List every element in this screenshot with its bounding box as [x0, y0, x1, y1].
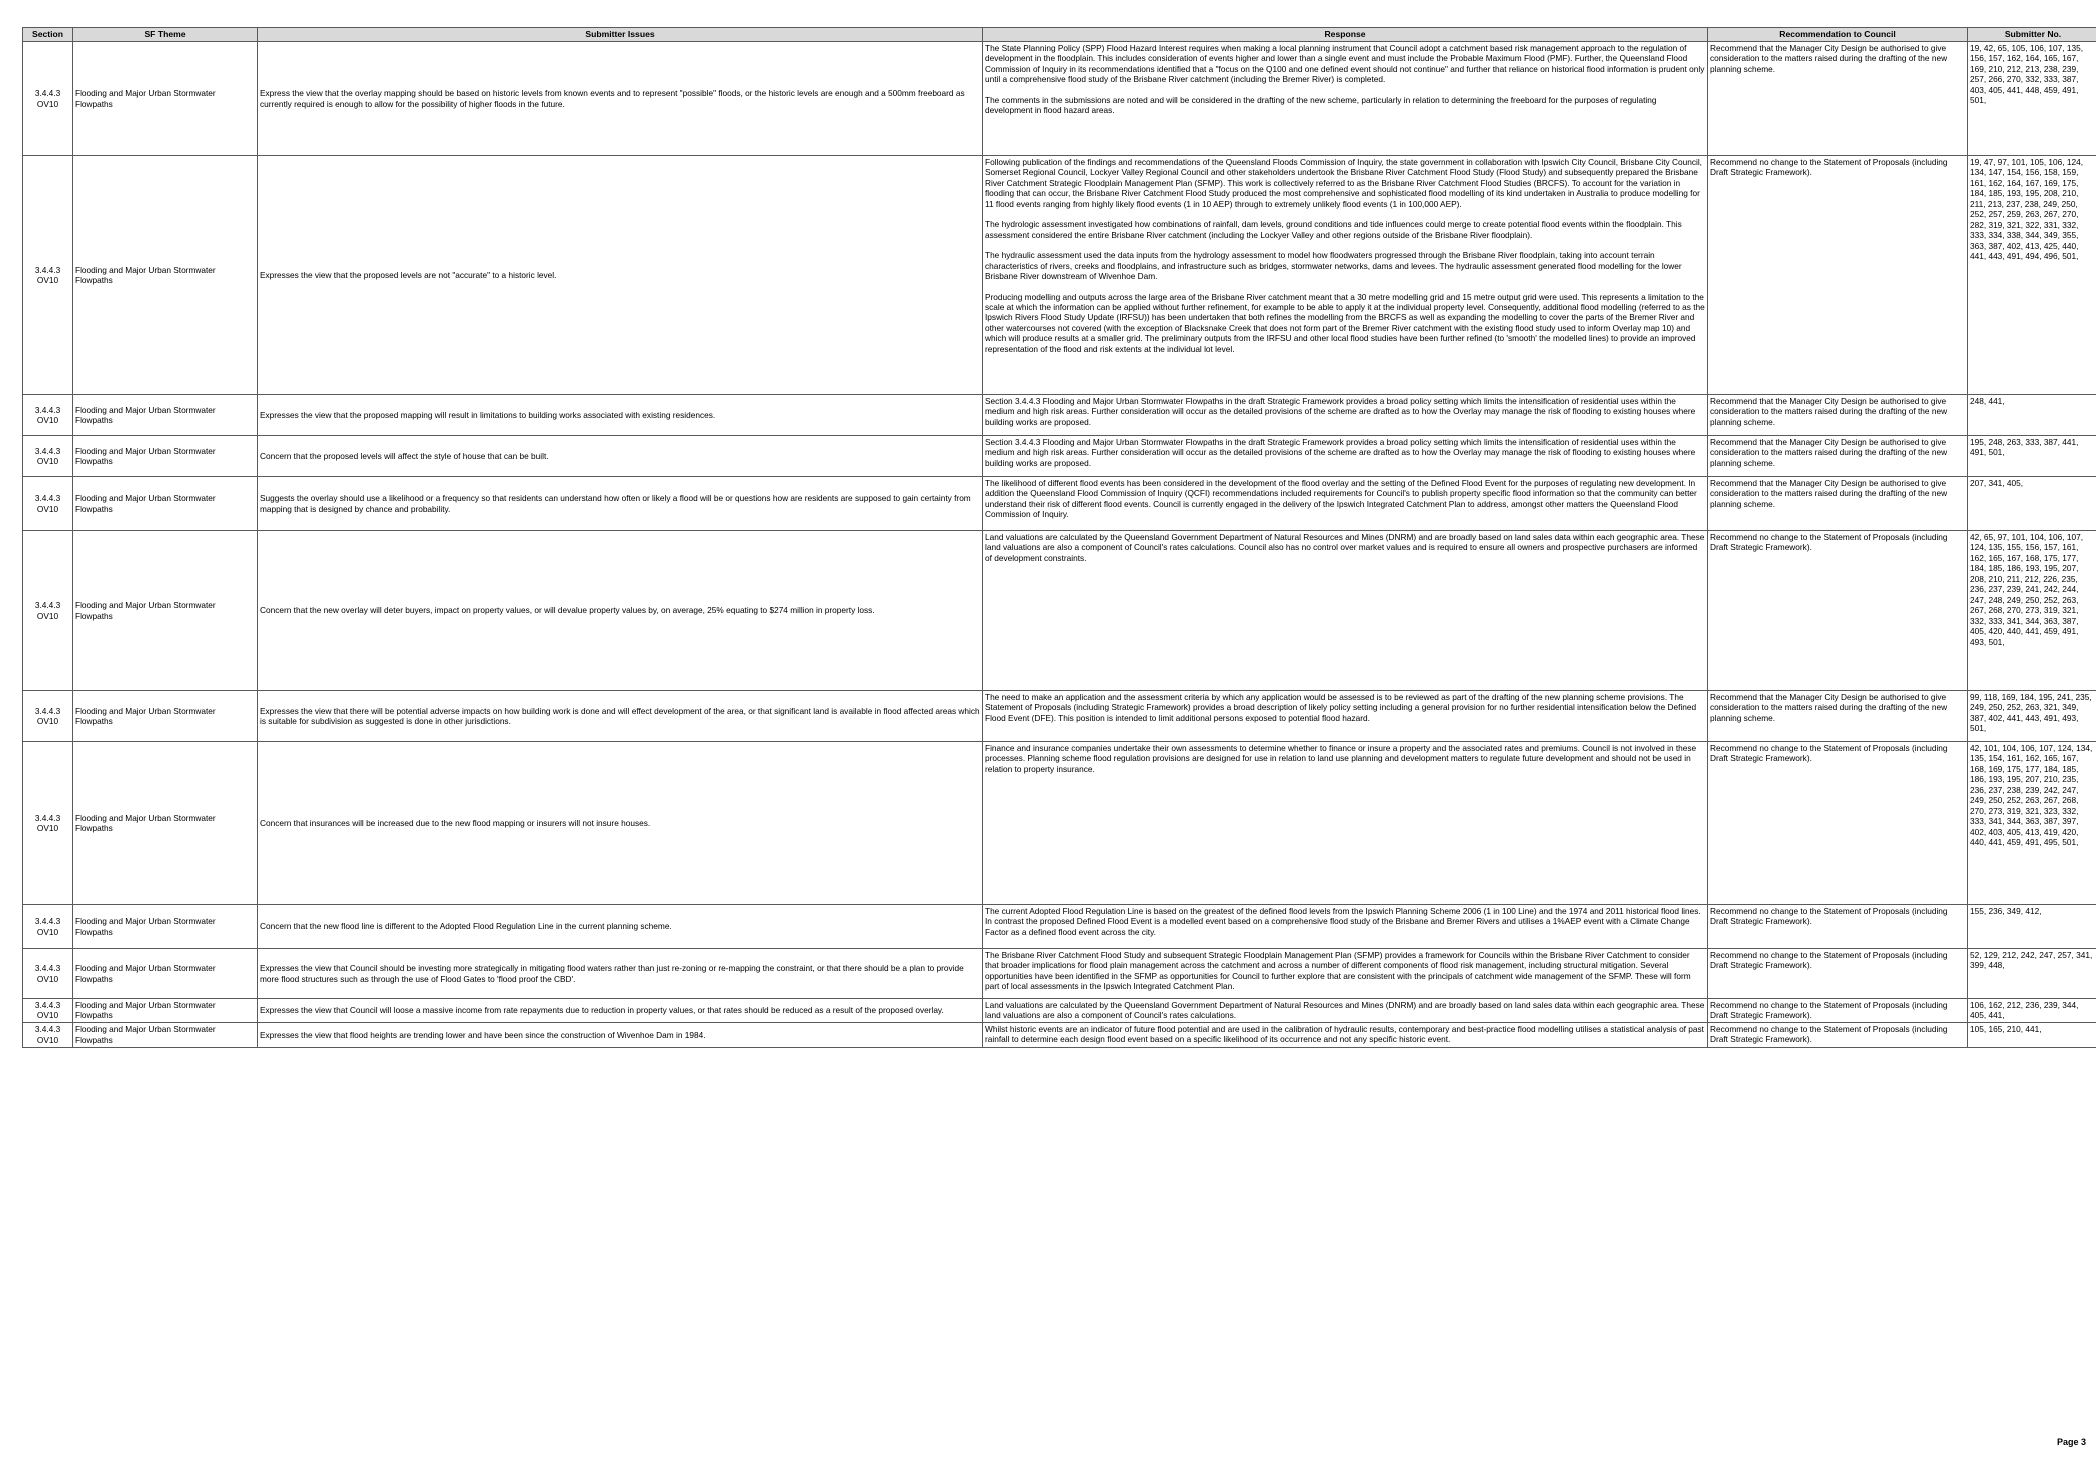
- submitter-numbers-cell: 105, 165, 210, 441,: [1968, 1022, 2096, 1047]
- submitter-numbers-cell: 42, 101, 104, 106, 107, 124, 134, 135, 154, 161, 162, 165, 167, 168, 169, 175, 177, 184, 185, 186, 193, 195, 207, 210, 235, 236, 237, 238, 239, 242, 247, 249, 250, 252, 263, 267, 268, 270, 273, 319, 321, 323, 332, 333, 341, 344, 363, 387, 397, 402, 403, 405, 413, 419, 420, 440, 441, 459, 491, 495, 501,: [1968, 742, 2096, 905]
- submitter-numbers-cell: 195, 248, 263, 333, 387, 441, 491, 501,: [1968, 436, 2096, 477]
- theme-cell: Flooding and Major Urban Stormwater Flowpaths: [73, 531, 258, 691]
- issue-cell: Expresses the view that there will be potential adverse impacts on how building work is done and will effect development of the area, or that significant land is available in flood affected areas which is suitable for subdivision as suggested is done in other jurisdictions.: [258, 691, 983, 742]
- theme-cell: Flooding and Major Urban Stormwater Flowpaths: [73, 477, 258, 531]
- header-submitter-issues: Submitter Issues: [258, 28, 983, 42]
- section-cell: 3.4.4.3 OV10: [23, 691, 73, 742]
- submissions-table: [22, 27, 2096, 1048]
- section-cell: 3.4.4.3 OV10: [23, 395, 73, 436]
- page-number: Page 3: [2056, 1437, 2086, 1447]
- submitter-numbers-cell: 19, 42, 65, 105, 106, 107, 135, 156, 157, 162, 164, 165, 167, 169, 210, 212, 213, 238, 239, 257, 266, 270, 332, 333, 387, 403, 405, 441, 448, 459, 491, 501,: [1968, 42, 2096, 156]
- submitter-numbers-cell: 52, 129, 212, 242, 247, 257, 341, 399, 448,: [1968, 949, 2096, 999]
- response-paragraph: Following publication of the findings and recommendations of the Queensland Floods Commission of Inquiry, the state government in collaboration with Ipswich City Council, Brisbane City Council, Somerset Regional Council, Lockyer Valley Regional Council and other stakeholders undertook the Brisbane River Catchment Flood Study (Flood Study) and subsequently prepared the Brisbane River Catchment Strategic Floodplain Management Plan (SFMP). This work is collectively referred to as the Brisbane River Catchment Flood Studies (BRCFS). To account for the variation in flooding that can occur, the Brisbane River Catchment Flood Study produced the most comprehensive and sophisticated flood modelling of its kind undertaken in Australia to produce modelling for 11 flood events ranging from highly likely flood events (1 in 10 AEP) through to extremely unlikely flood events (1 in 100,000 AEP).: [985, 157, 1702, 209]
- theme-cell: Flooding and Major Urban Stormwater Flowpaths: [73, 1022, 258, 1047]
- recommendation-cell: Recommend no change to the Statement of Proposals (including Draft Strategic Framework).: [1708, 949, 1968, 999]
- table-row: [23, 905, 2096, 949]
- section-cell: 3.4.4.3 OV10: [23, 156, 73, 395]
- table-row: [23, 395, 2096, 436]
- table-row: [23, 156, 2096, 395]
- response-cell: [983, 395, 1708, 436]
- section-cell: 3.4.4.3 OV10: [23, 477, 73, 531]
- response-cell: [983, 531, 1708, 691]
- section-cell: 3.4.4.3 OV10: [23, 949, 73, 999]
- response-cell: [983, 742, 1708, 905]
- table-header-row: [23, 28, 2096, 42]
- theme-cell: Flooding and Major Urban Stormwater Flowpaths: [73, 395, 258, 436]
- issue-cell: Expresses the view that Council will loose a massive income from rate repayments due to reduction in property values, or that rates should be reduced as a result of the proposed overlay.: [258, 999, 983, 1023]
- response-paragraph: The comments in the submissions are noted and will be considered in the drafting of the new scheme, particularly in relation to determining the freeboard for the purposes of regulating development in flood hazard areas.: [985, 94, 1657, 116]
- issue-cell: Expresses the view that flood heights are trending lower and have been since the construction of Wivenhoe Dam in 1984.: [258, 1022, 983, 1047]
- response-paragraph: The hydraulic assessment used the data inputs from the hydrology assessment to model how floodwaters progressed through the Brisbane River floodplain, taking into account terrain characteristics of rivers, creeks and floodplains, and infrastructure such as bridges, stormwater networks, dams and levees. The hydraulic assessment generated flood modelling for the lower Brisbane River downstream of Wivenhoe Dam.: [985, 250, 1682, 282]
- response-paragraph: Section 3.4.4.3 Flooding and Major Urban Stormwater Flowpaths in the draft Strategic Framework provides a broad policy setting which limits the intensification of residential uses within the medium and high risk areas. Further consideration will occur as the detailed provisions of the scheme are drafted as to how the Overlay may manage the risk of flooding to existing houses where building works are proposed.: [985, 396, 1696, 427]
- section-cell: 3.4.4.3 OV10: [23, 905, 73, 949]
- submitter-numbers-cell: 248, 441,: [1968, 395, 2096, 436]
- recommendation-cell: Recommend no change to the Statement of Proposals (including Draft Strategic Framework).: [1708, 531, 1968, 691]
- theme-cell: Flooding and Major Urban Stormwater Flowpaths: [73, 742, 258, 905]
- header-response: Response: [983, 28, 1708, 42]
- response-paragraph: The State Planning Policy (SPP) Flood Hazard Interest requires when making a local planning instrument that Council adopt a catchment based risk management approach to the regulation of development in the floodplain. This includes consideration of events higher and lower than a single event and must include the Probable Maximum Flood (PMF). Further, the Queensland Flood Commission of Inquiry in its recommendations identified that a "focus on the Q100 and one defined event should not continue" and further that reliance on historical flood information is prudent only until a comprehensive flood study of the Brisbane River catchment (including the Bremer River) is completed.: [985, 43, 1705, 85]
- response-paragraph: The likelihood of different flood events has been considered in the development of the flood overlay and the setting of the Defined Flood Event for the purposes of regulating new development. In addition the Queensland Flood Commission of Inquiry (QCFI) recommendations included requirements for Council's to publish property specific flood information so that the community can better understand their risk of different flood events. Council is currently engaged in the delivery of the Ipswich Integrated Catchment Plan to address, amongst other matters the Queensland Flood Commission of Inquiry.: [985, 478, 1697, 520]
- theme-cell: Flooding and Major Urban Stormwater Flowpaths: [73, 42, 258, 156]
- recommendation-cell: Recommend no change to the Statement of Proposals (including Draft Strategic Framework).: [1708, 905, 1968, 949]
- table-row: [23, 1022, 2096, 1047]
- response-paragraph: The hydrologic assessment investigated how combinations of rainfall, dam levels, ground conditions and tide influences could merge to create potential flood events within the floodplain. This assessment considered the entire Brisbane River catchment (including the Lockyer Valley and other regions outside of the Brisbane River floodplain).: [985, 219, 1682, 240]
- issue-cell: Concern that insurances will be increased due to the new flood mapping or insurers will not insure houses.: [258, 742, 983, 905]
- issue-cell: Expresses the view that the proposed mapping will result in limitations to building works associated with existing residences.: [258, 395, 983, 436]
- section-cell: 3.4.4.3 OV10: [23, 1022, 73, 1047]
- table-row: [23, 436, 2096, 477]
- response-cell: [983, 905, 1708, 949]
- table-row: [23, 691, 2096, 742]
- header-sf-theme: SF Theme: [73, 28, 258, 42]
- response-cell: [983, 949, 1708, 999]
- issue-cell: Concern that the proposed levels will affect the style of house that can be built.: [258, 436, 983, 477]
- table-row: [23, 949, 2096, 999]
- response-paragraph: Whilst historic events are an indicator of future flood potential and are used in the calibration of hydraulic results, contemporary and best-practice flood modelling utilises a statistical analysis of past rainfall to determine each design flood event based on a specific likelihood of its occurrence and not any specific historic event.: [985, 1023, 1704, 1045]
- recommendation-cell: Recommend that the Manager City Design be authorised to give consideration to the matters raised during the drafting of the new planning scheme.: [1708, 42, 1968, 156]
- response-paragraph: The current Adopted Flood Regulation Line is based on the greatest of the defined flood levels from the Ipswich Planning Scheme 2006 (1 in 100 Line) and the 1974 and 2011 historical flood lines. In contrast the proposed Defined Flood Event is a modelled event based on a comprehensive flood study of the Brisbane and Bremer Rivers and utilises a 1%AEP event with a Climate Change Factor as a defined flood event across the city.: [985, 906, 1701, 937]
- response-cell: [983, 477, 1708, 531]
- response-cell: [983, 999, 1708, 1023]
- response-paragraph: Land valuations are calculated by the Queensland Government Department of Natural Resources and Mines (DNRM) and are broadly based on land sales data within each geographic area. These land valuations are also a component of Council's rates calculations.: [985, 1000, 1705, 1021]
- issue-cell: Suggests the overlay should use a likelihood or a frequency so that residents can understand how often or likely a flood will be or questions how are residents are supposed to gain certainty from mapping that is designed by chance and probability.: [258, 477, 983, 531]
- theme-cell: Flooding and Major Urban Stormwater Flowpaths: [73, 999, 258, 1023]
- issue-cell: Concern that the new overlay will deter buyers, impact on property values, or will devalue property values by, on average, 25% equating to $274 million in property loss.: [258, 531, 983, 691]
- table-row: [23, 742, 2096, 905]
- theme-cell: Flooding and Major Urban Stormwater Flowpaths: [73, 156, 258, 395]
- submitter-numbers-cell: 99, 118, 169, 184, 195, 241, 235, 249, 250, 252, 263, 321, 349, 387, 402, 441, 443, 491, 493, 501,: [1968, 691, 2096, 742]
- response-paragraph: Finance and insurance companies undertake their own assessments to determine whether to finance or insure a property and the associated rates and premiums. Council is not involved in these processes. Planning scheme flood regulation provisions are designed for use in relation to land use planning and development matters to regulate future development and should not be used in relation to property insurance.: [985, 743, 1697, 774]
- section-cell: 3.4.4.3 OV10: [23, 742, 73, 905]
- recommendation-cell: Recommend no change to the Statement of Proposals (including Draft Strategic Framework).: [1708, 1022, 1968, 1047]
- theme-cell: Flooding and Major Urban Stormwater Flowpaths: [73, 949, 258, 999]
- recommendation-cell: Recommend that the Manager City Design be authorised to give consideration to the matters raised during the drafting of the new planning scheme.: [1708, 395, 1968, 436]
- response-cell: [983, 436, 1708, 477]
- table-row: [23, 999, 2096, 1023]
- response-paragraph: Section 3.4.4.3 Flooding and Major Urban Stormwater Flowpaths in the draft Strategic Framework provides a broad policy setting which limits the intensification of residential uses within the medium and high risk areas. Further consideration will occur as the detailed provisions of the scheme are drafted as to how the Overlay may manage the risk of flooding to existing houses where building works are proposed.: [985, 437, 1696, 468]
- header-section: Section: [23, 28, 73, 42]
- response-paragraph: Producing modelling and outputs across the large area of the Brisbane River catchment meant that a 30 metre modelling grid and 15 metre output grid were used. This represents a limitation to the scale at which the information can be applied without further refinement, for example to be able to apply it at the individual property level. Consequently, additional flood modelling (referred to as the Ipswich Rivers Flood Study Update (IRFSU)) has been undertaken that both refines the modelling from the BRCFS as well as expanding the modelling to cover the parts of the Bremer River and other watercourses not covered (with the exception of Blacksnake Creek that does not form part of the Bremer River catchment with the existing flood study used to inform Overlay map 10) and which will produce results at a smaller grid. The preliminary outputs from the IRFSU and other local flood studies have been further refined (to 'smooth' the modelled lines) to provide an improved representation of the flood and risk extents at the individual lot level.: [985, 291, 1705, 354]
- table-row: [23, 42, 2096, 156]
- issue-cell: Express the view that the overlay mapping should be based on historic levels from known events and to represent "possible" floods, or the historic levels are enough and a 500mm freeboard as currently required is enough to allow for the possibility of higher floods in the future.: [258, 42, 983, 156]
- recommendation-cell: Recommend no change to the Statement of Proposals (including Draft Strategic Framework).: [1708, 999, 1968, 1023]
- response-cell: [983, 691, 1708, 742]
- recommendation-cell: Recommend no change to the Statement of Proposals (including Draft Strategic Framework).: [1708, 156, 1968, 395]
- section-cell: 3.4.4.3 OV10: [23, 531, 73, 691]
- section-cell: 3.4.4.3 OV10: [23, 436, 73, 477]
- response-cell: [983, 42, 1708, 156]
- recommendation-cell: Recommend no change to the Statement of Proposals (including Draft Strategic Framework).: [1708, 742, 1968, 905]
- response-paragraph: The need to make an application and the assessment criteria by which any application would be assessed is to be reviewed as part of the drafting of the new planning scheme provisions. The Statement of Proposals (including Strategic Framework) provides a broad description of likely policy setting including a general provision for no further residential intensification below the Defined Flood Event (DFE). This position is intended to limit additional persons exposed to potential flood hazard.: [985, 692, 1697, 723]
- response-cell: [983, 156, 1708, 395]
- header-submitter-no: Submitter No.: [1968, 28, 2096, 42]
- issue-cell: Expresses the view that Council should be investing more strategically in mitigating flood waters rather than just re-zoning or re-mapping the constraint, or that there should be a plan to provide more flood structures such as through the use of Flood Gates to 'flood proof the CBD'.: [258, 949, 983, 999]
- recommendation-cell: Recommend that the Manager City Design be authorised to give consideration to the matters raised during the drafting of the new planning scheme.: [1708, 436, 1968, 477]
- response-paragraph: The Brisbane River Catchment Flood Study and subsequent Strategic Floodplain Management Plan (SFMP) provides a framework for Councils within the Brisbane River Catchment to consider that broader implications for flood plain management across the catchment and across a number of different components of flood risk management, including structural mitigation. Several opportunities have been identified in the SFMP as opportunities for Council to further explore that are consistent with the principals of catchment wide management of the SFMP. These will form part of local assessments in the Ipswich Integrated Catchment Plan.: [985, 950, 1691, 992]
- table-row: [23, 531, 2096, 691]
- table-row: [23, 477, 2096, 531]
- recommendation-cell: Recommend that the Manager City Design be authorised to give consideration to the matters raised during the drafting of the new planning scheme.: [1708, 477, 1968, 531]
- issue-cell: Expresses the view that the proposed levels are not "accurate" to a historic level.: [258, 156, 983, 395]
- submitter-numbers-cell: 155, 236, 349, 412,: [1968, 905, 2096, 949]
- header-recommendation: Recommendation to Council: [1708, 28, 1968, 42]
- recommendation-cell: Recommend that the Manager City Design be authorised to give consideration to the matters raised during the drafting of the new planning scheme.: [1708, 691, 1968, 742]
- theme-cell: Flooding and Major Urban Stormwater Flowpaths: [73, 905, 258, 949]
- submitter-numbers-cell: 42, 65, 97, 101, 104, 106, 107, 124, 135, 155, 156, 157, 161, 162, 165, 167, 168, 175, 177, 184, 185, 186, 193, 195, 207, 208, 210, 211, 212, 226, 235, 236, 237, 239, 241, 242, 244, 247, 248, 249, 250, 252, 263, 267, 268, 270, 273, 319, 321, 332, 333, 341, 344, 363, 387, 405, 420, 440, 441, 459, 491, 493, 501,: [1968, 531, 2096, 691]
- table-body: [23, 42, 2096, 1048]
- section-cell: 3.4.4.3 OV10: [23, 42, 73, 156]
- theme-cell: Flooding and Major Urban Stormwater Flowpaths: [73, 691, 258, 742]
- section-cell: 3.4.4.3 OV10: [23, 999, 73, 1023]
- response-paragraph: Land valuations are calculated by the Queensland Government Department of Natural Resources and Mines (DNRM) and are broadly based on land sales data within each geographic area. These land valuations are also a component of Council's rates calculations. Council also has no control over market values and is required to ensure all owners and prospective purchasers are informed of development constraints.: [985, 532, 1705, 563]
- theme-cell: Flooding and Major Urban Stormwater Flowpaths: [73, 436, 258, 477]
- submitter-numbers-cell: 19, 47, 97, 101, 105, 106, 124, 134, 147, 154, 156, 158, 159, 161, 162, 164, 167, 169, 175, 184, 185, 193, 195, 208, 210, 211, 213, 237, 238, 249, 250, 252, 257, 259, 263, 267, 270, 282, 319, 321, 322, 331, 332, 333, 334, 338, 344, 349, 355, 363, 387, 402, 413, 425, 440, 441, 443, 491, 494, 496, 501,: [1968, 156, 2096, 395]
- submitter-numbers-cell: 207, 341, 405,: [1968, 477, 2096, 531]
- submitter-numbers-cell: 106, 162, 212, 236, 239, 344, 405, 441,: [1968, 999, 2096, 1023]
- response-cell: [983, 1022, 1708, 1047]
- issue-cell: Concern that the new flood line is different to the Adopted Flood Regulation Line in the current planning scheme.: [258, 905, 983, 949]
